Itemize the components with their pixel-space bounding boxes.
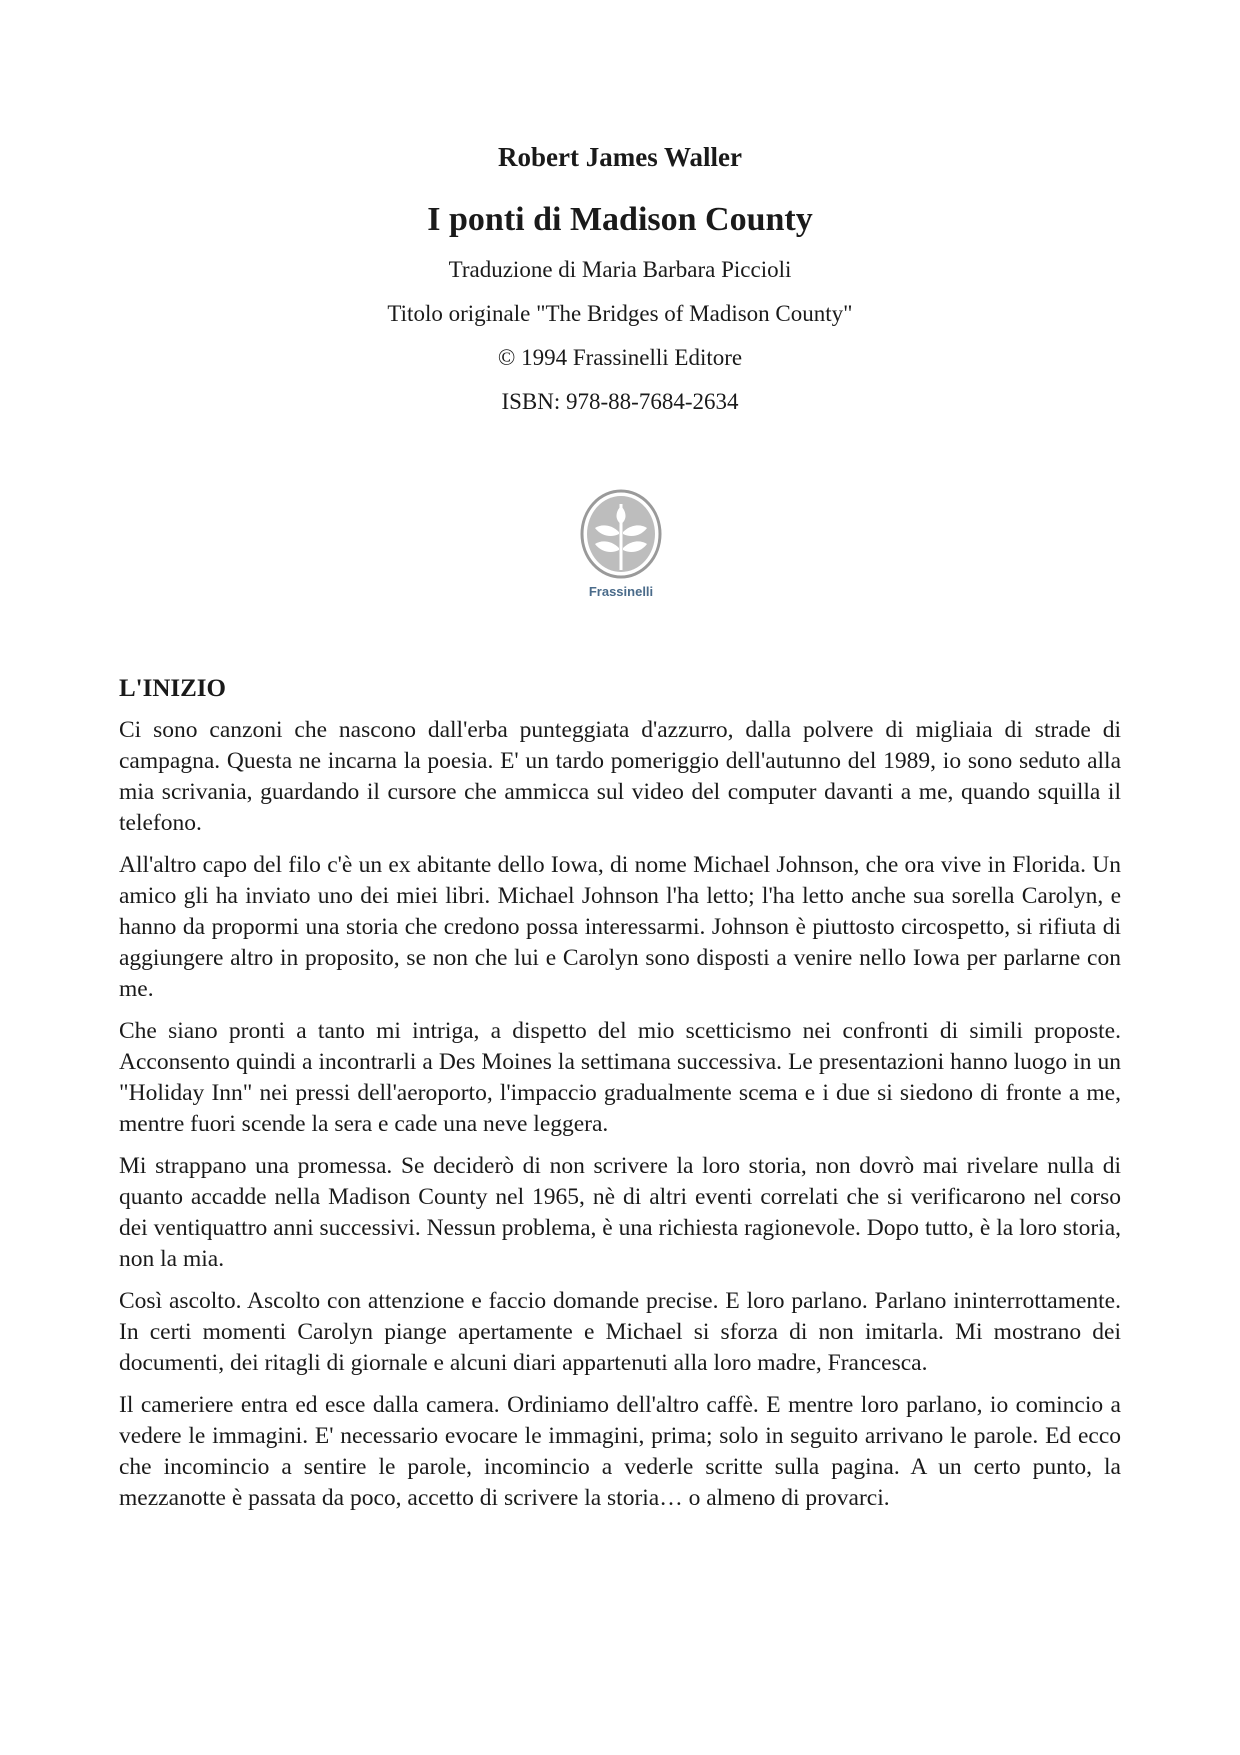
chapter-heading: L'INIZIO [119,675,226,702]
paragraph: All'altro capo del filo c'è un ex abitante dello Iowa, di nome Michael Johnson, che ora vive in Florida. Un amico gli ha inviato uno dei miei libri. Michael Johnson l'ha letto; l'ha letto anche sua sorella Carolyn, e hanno da propormi una storia che credono possa interessarmi. Johnson è piuttosto circospetto, si rifiuta di aggiungere altro in proposito, se non che lui e Carolyn sono disposti a venire nello Iowa per parlarne con me. [119,852,1121,1002]
translation-credit: Traduzione di Maria Barbara Piccioli [448,257,792,282]
paragraph: Il cameriere entra ed esce dalla camera. Ordiniamo dell'altro caffè. E mentre loro parlano, io comincio a vedere le immagini. E' necessario evocare le immagini, prima; solo in seguito arrivano le parole. Ed ecco che incomincio a sentire le parole, incomincio a vederle scritte sulla pagina. A un certo punto, la mezzanotte è passata da poco, accetto di scrivere la storia… o almeno di provarci. [119,1392,1121,1511]
paragraph: Che siano pronti a tanto mi intriga, a dispetto del mio scetticismo nei confronti di simili proposte. Acconsento quindi a incontrarli a Des Moines la settimana successiva. Le presentazioni hanno luogo in un "Holiday Inn" nei pressi dell'aeroporto, l'impaccio gradualmente scema e i due si siedono di fronte a me, mentre fuori scende la sera e cade una neve leggera. [119,1018,1121,1137]
publisher-logo [578,488,664,608]
publisher-name: Frassinelli [588,584,654,599]
paragraph: Ci sono canzoni che nascono dall'erba punteggiata d'azzurro, dalla polvere di migliaia di strade di campagna. Questa ne incarna la poesia. E' un tardo pomeriggio dell'autunno del 1989, io sono seduto alla mia scrivania, guardando il cursore che ammicca sul video del computer davanti a me, quando squilla il telefono. [119,717,1121,836]
leaf-emblem-icon [578,488,664,580]
author-name: Robert James Waller [498,142,742,172]
chapter-section [119,673,1121,1525]
copyright-line: © 1994 Frassinelli Editore [497,345,743,370]
isbn-line: ISBN: 978-88-7684-2634 [501,389,739,414]
book-title: I ponti di Madison County [427,201,813,238]
paragraph: Mi strappano una promessa. Se deciderò di non scrivere la loro storia, non dovrò mai rivelare nulla di quanto accadde nella Madison County nel 1965, nè di altri eventi correlati che si verificarono nel corso dei ventiquattro anni successivi. Nessun problema, è una richiesta ragionevole. Dopo tutto, è la loro storia, non la mia. [119,1153,1121,1272]
paragraph: Così ascolto. Ascolto con attenzione e faccio domande precise. E loro parlano. Parlano ininterrottamente. In certi momenti Carolyn piange apertamente e Michael si sforza di non imitarla. Mi mostrano dei documenti, dei ritagli di giornale e alcuni diari appartenuti alla loro madre, Francesca. [119,1288,1121,1376]
original-title: Titolo originale "The Bridges of Madison County" [387,301,853,326]
front-matter [0,140,1240,418]
